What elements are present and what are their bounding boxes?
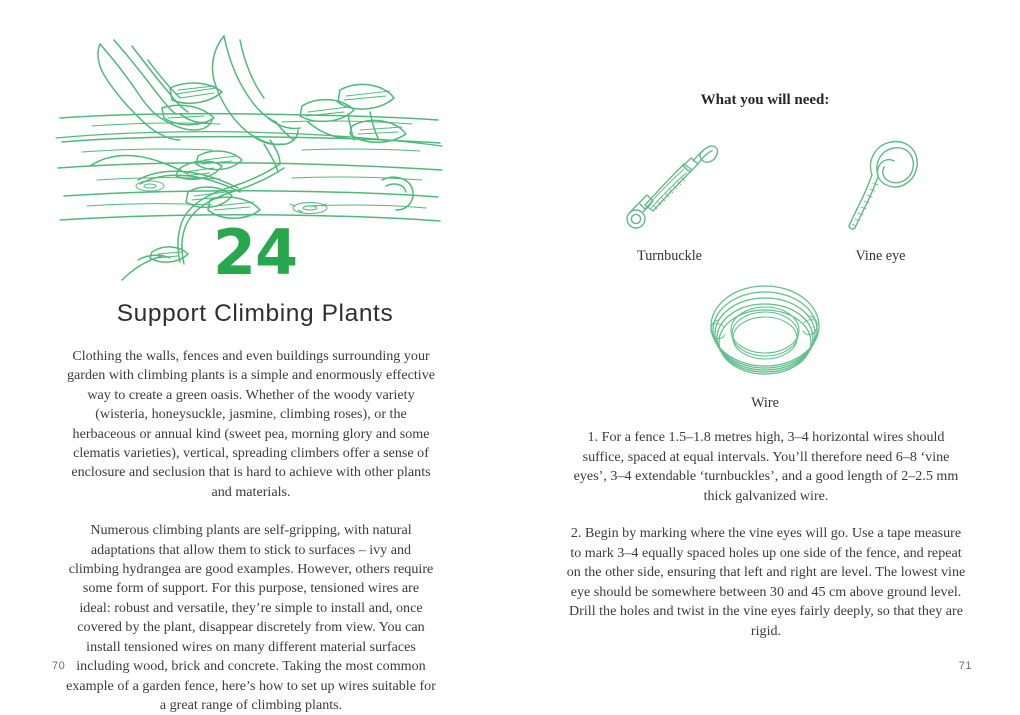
- step-paragraph-2: 2. Begin by marking where the vine eyes will go. Use a tape measure to mark 3–4 equally spaced holes up one side of the fence, and repeat on the other side, ensuring that left and right are level. The lowest vine eye should be somewhere between 30 and 45 cm above ground level. Drill the holes and twist in the vine eyes fairly deeply, so that they are rigid.: [566, 525, 966, 639]
- material-label: Wire: [751, 395, 779, 411]
- left-page-body: [66, 347, 436, 715]
- page-number-right: 71: [958, 660, 972, 672]
- chapter-title: Support Climbing Plants: [116, 300, 394, 327]
- wire-coil-icon: [510, 272, 1020, 387]
- material-label: Vine eye: [855, 248, 906, 264]
- material-turnbuckle: [575, 128, 765, 265]
- step-paragraph-1: 1. For a fence 1.5–1.8 metres high, 3–4 horizontal wires should suffice, spaced at equal intervals. You’ll therefore need 6–8 ‘vine eyes’, 3–4 extendable ‘turnbuckles’, and a good length of 2–2.5 mm thick galvanized wire.: [573, 429, 959, 504]
- left-page: [0, 0, 510, 713]
- chapter-number: 24: [212, 216, 298, 289]
- materials-heading: What you will need:: [700, 92, 830, 108]
- material-label: Turnbuckle: [637, 248, 702, 264]
- material-vine-eye: [786, 128, 976, 265]
- intro-paragraph-1: Clothing the walls, fences and even buildings surrounding your garden with climbing plants is a simple and enormously effective way to create a green oasis. Whether of the woody variety (wisteria, honeysuckle, jasmine, climbing roses), or the herbaceous or annual kind (sweet pea, morning glory and some clematis varieties), vertical, spreading climbers offer a sense of enclosure and seclusion that is hard to achieve with other plants and materials.: [66, 348, 436, 500]
- right-page-body: [566, 428, 966, 641]
- intro-paragraph-2: Numerous climbing plants are self-gripping, with natural adaptations that allow them to stick to surfaces – ivy and climbing hydrangea are good examples. However, others require some form of support. For this purpose, tensioned wires are ideal: robust and versatile, they’re simple to install and, once covered by the plant, disappear discretely from view. You can install tensioned wires on many different material surfaces including wood, brick and concrete. Taking the most common example of a garden fence, here’s how to set up wires suitable for a great range of climbing plants.: [66, 522, 436, 713]
- material-wire: [510, 272, 1020, 412]
- vine-eye-icon: [786, 128, 976, 238]
- turnbuckle-icon: [575, 128, 765, 238]
- materials-list: [564, 128, 986, 265]
- page-number-left: 70: [52, 660, 66, 672]
- hands-training-climbing-plant-illustration: [52, 30, 444, 298]
- right-page: [510, 0, 1020, 706]
